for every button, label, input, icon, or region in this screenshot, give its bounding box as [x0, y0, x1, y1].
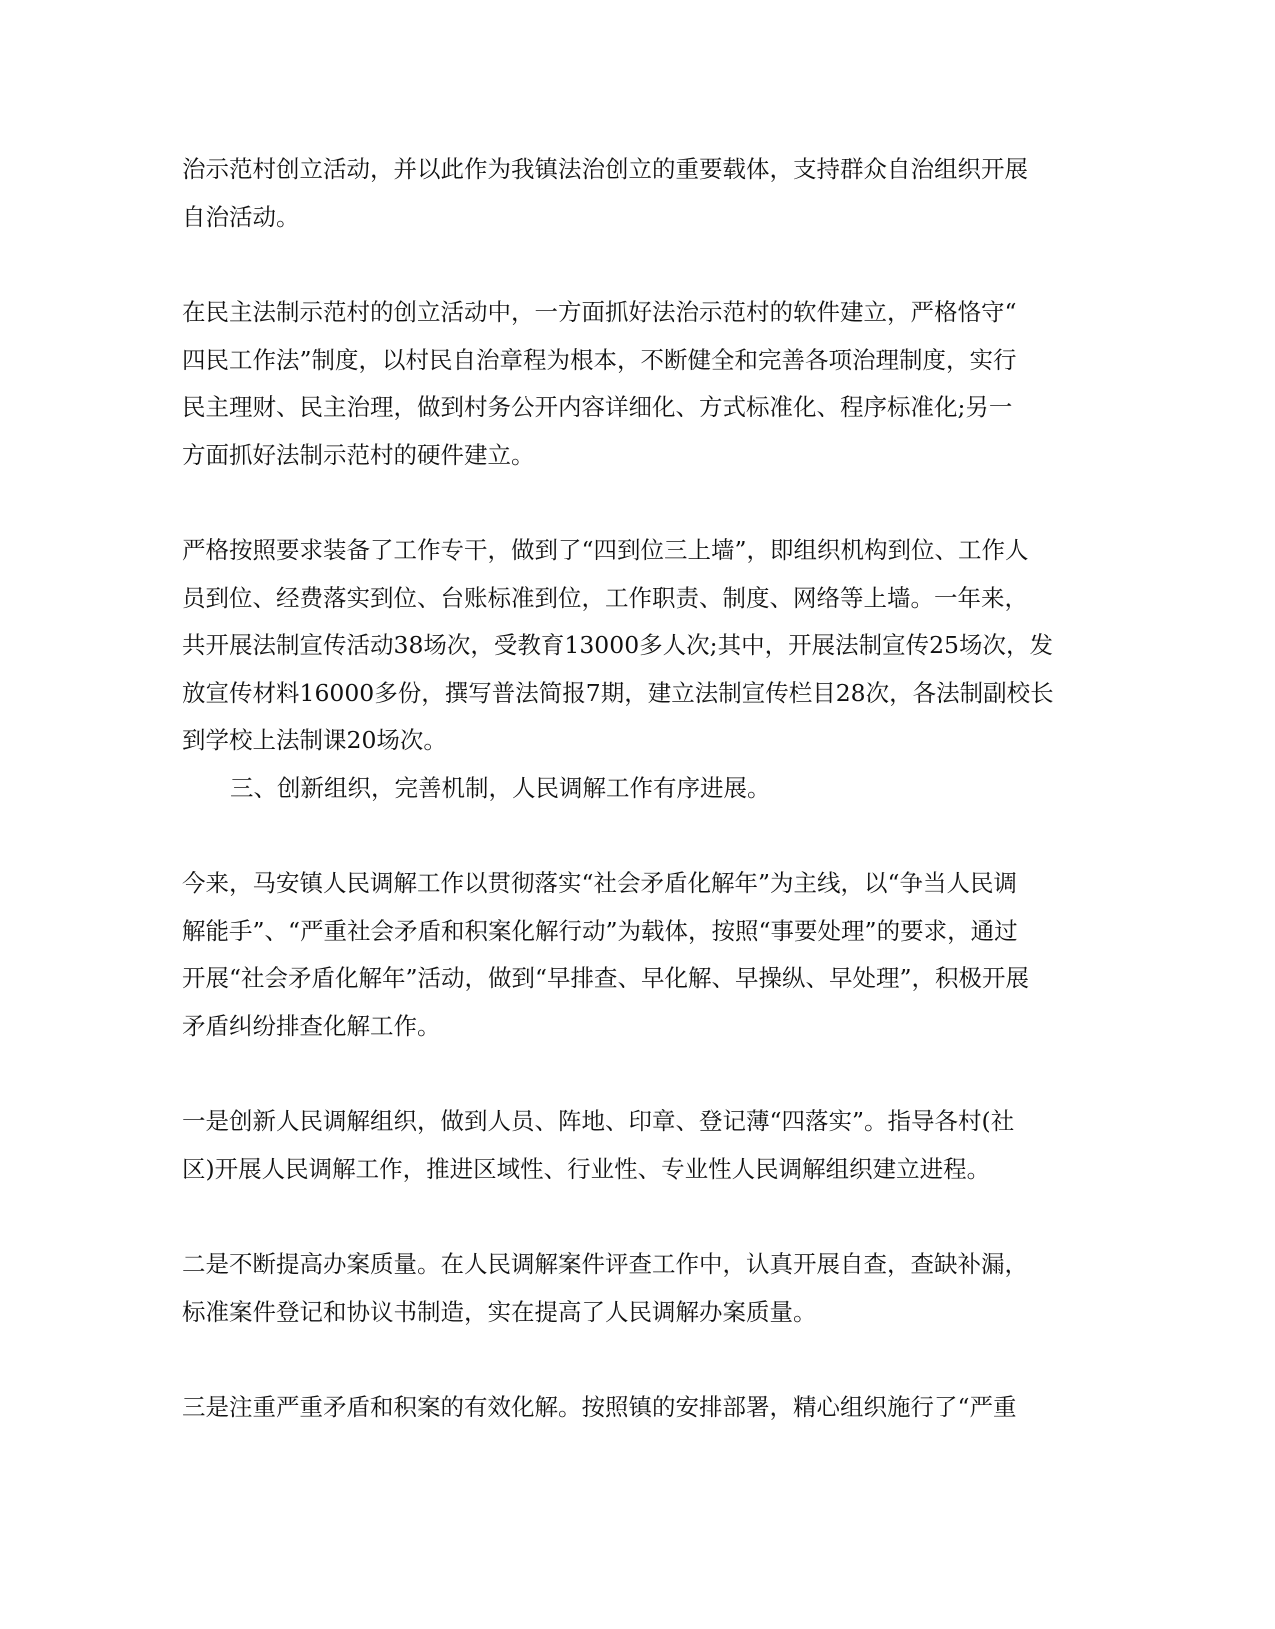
paragraph-3: 严格按照要求装备了工作专干，做到了“四到位三上墙”，即组织机构到位、工作人 员到位、经费落实到位、台账标准到位，工作职责、制度、网络等上墙。一年来， 共开展法制宣传活动38场次，受教育13000多人次;其中，开展法制宣传25场次，发 放宣传材料16000多份，撰写普法简报7期，建立法制宣传栏目28次，各法制副校长 到学校上法制课20场次。: [182, 536, 1054, 754]
paragraph-2: 在民主法制示范村的创立活动中，一方面抓好法治示范村的软件建立，严格恪守“ 四民工作法”制度，以村民自治章程为根本，不断健全和完善各项治理制度，实行 民主理财、民主治理，做到村务公开内容详细化、方式标准化、程序标准化;另一 方面抓好法制示范村的硬件建立。: [182, 298, 1017, 469]
paragraph-6: 二是不断提高办案质量。在人民调解案件评查工作中，认真开展自查，查缺补漏， 标准案件登记和协议书制造，实在提高了人民调解办案质量。: [182, 1250, 1028, 1326]
paragraph-7: 三是注重严重矛盾和积案的有效化解。按照镇的安排部署，精心组织施行了“严重: [182, 1393, 1017, 1421]
document-page: [182, 146, 1102, 1432]
paragraph-gap: [182, 241, 1102, 289]
paragraph-5: 一是创新人民调解组织，做到人员、阵地、印章、登记薄“四落实”。指导各村(社 区)开展人民调解工作，推进区域性、行业性、专业性人民调解组织建立进程。: [182, 1107, 1015, 1183]
paragraph-gap: [182, 1193, 1102, 1241]
paragraph-1: 治示范村创立活动，并以此作为我镇法治创立的重要载体，支持群众自治组织开展 自治活动。: [182, 155, 1028, 231]
paragraph-gap: [182, 479, 1102, 527]
paragraph-gap: [182, 1336, 1102, 1384]
paragraph-4: 今来，马安镇人民调解工作以贯彻落实“社会矛盾化解年”为主线，以“争当人民调 解能手”、“严重社会矛盾和积案化解行动”为载体，按照“事要处理”的要求，通过 开展“社会矛盾化解年”活动，做到“早排查、早化解、早操纵、早处理”，积极开展 矛盾纠纷排查化解工作。: [182, 869, 1030, 1040]
section-heading-3: 三、创新组织，完善机制，人民调解工作有序进展。: [230, 773, 771, 802]
paragraph-gap: [182, 1050, 1102, 1098]
paragraph-gap: [182, 812, 1102, 860]
